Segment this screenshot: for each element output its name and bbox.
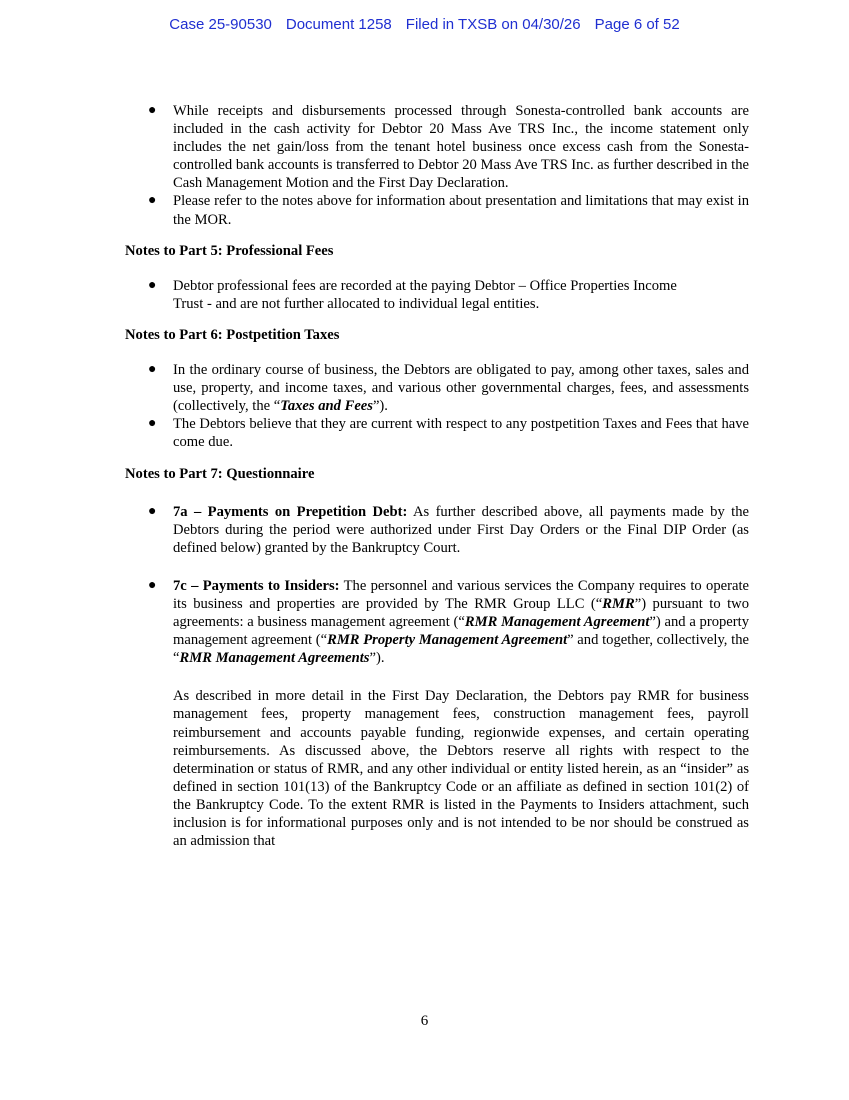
- defined-term: RMR: [602, 595, 635, 612]
- bullet-icon: ●: [148, 577, 157, 593]
- part6-bullet-list: [125, 361, 749, 451]
- text-run: The personnel and various services the Company requires to operate its business and properties are provided by The RMR Group LLC (“: [173, 577, 749, 612]
- item-label: 7a – Payments on Prepetition Debt:: [173, 503, 408, 520]
- body-paragraph: As described in more detail in the First Day Declaration, the Debtors pay RMR for business management fees, property management fees, construction management fees, payroll reimbursement and accounts payable funding, regionwide expenses, and certain operating reimbursements. As discussed above, the Debtors reserve all rights with respect to the determination or status of RMR, and any other individual or entity listed herein, as an “insider” as defined in section 101(13) of the Bankruptcy Code or an affiliate as defined in section 101(2) of the Bankruptcy Code. To the extent RMR is listed in the Payments to Insiders attachment, such inclusion is for informational purposes only and is not intended to be nor should be construed as an admission that: [173, 688, 749, 850]
- defined-term: Taxes and Fees: [280, 398, 373, 415]
- section-heading-part7: Notes to Part 7: Questionnaire: [125, 465, 315, 482]
- defined-term: RMR Management Agreements: [179, 650, 370, 667]
- list-item: [125, 503, 749, 557]
- filing-info: Filed in TXSB on 04/30/26: [405, 16, 581, 33]
- list-item-text: The Debtors believe that they are current with respect to any postpetition Taxes and Fees that have come due.: [173, 416, 749, 451]
- list-item-text: Debtor professional fees are recorded at the paying Debtor – Office Properties Income Trust - and are not further allocated to individual legal entities.: [173, 277, 677, 312]
- part7c-bullet-list: [125, 577, 749, 667]
- text-run: ”).: [372, 398, 388, 415]
- page-number: 6: [420, 1013, 429, 1029]
- item-label: 7c – Payments to Insiders:: [173, 577, 340, 594]
- text-run: ”) pursuant to two agreements: a business management agreement (“: [173, 595, 749, 631]
- bullet-icon: ●: [148, 193, 157, 209]
- defined-term: RMR Management Agreement: [464, 614, 650, 631]
- list-item: [125, 102, 749, 192]
- intro-bullet-list: [125, 102, 749, 229]
- text-run: In the ordinary course of business, the Debtors are obligated to pay, among other taxes, sales and use, property, and income taxes, and various other governmental charges, fees, and assessments (collectively, the “: [173, 362, 749, 415]
- list-item-text: [173, 362, 749, 414]
- bullet-icon: ●: [148, 503, 157, 519]
- part5-bullet-list: [125, 277, 749, 313]
- bullet-icon: ●: [148, 416, 157, 432]
- text-run: ”) and a property management agreement (“: [173, 614, 749, 649]
- document-number: Document 1258: [285, 16, 392, 33]
- section-heading-part6: Notes to Part 6: Postpetition Taxes: [125, 326, 340, 343]
- part7-bullet-list: [125, 503, 749, 557]
- text-run: As further described above, all payments made by the Debtors during the period were authorized under First Day Orders or the Final DIP Order (as defined below) granted by the Bankruptcy Court.: [173, 503, 749, 556]
- list-item: [125, 361, 749, 415]
- list-item-text: [173, 504, 749, 556]
- bullet-icon: ●: [148, 277, 157, 293]
- list-item: [125, 577, 749, 667]
- text-run: ” and together, collectively, the “: [173, 632, 749, 667]
- court-filing-header: [0, 15, 849, 35]
- page-indicator: Page 6 of 52: [594, 16, 680, 33]
- section-heading-part5: Notes to Part 5: Professional Fees: [125, 242, 334, 259]
- list-item: [125, 192, 749, 228]
- bullet-icon: ●: [148, 362, 157, 378]
- list-item-text: While receipts and disbursements processed through Sonesta-controlled bank accounts are included in the cash activity for Debtor 20 Mass Ave TRS Inc., the income statement only includes the net gain/loss from the tenant hotel business once excess cash from the Sonesta-controlled bank accounts is transferred to Debtor 20 Mass Ave TRS Inc. as further described in the Cash Management Motion and the First Day Declaration.: [173, 103, 749, 192]
- list-item: [125, 415, 749, 451]
- list-item: [125, 277, 749, 313]
- defined-term: RMR Property Management Agreement: [327, 632, 568, 649]
- bullet-icon: ●: [148, 103, 157, 118]
- list-item-text: [173, 578, 749, 666]
- list-item-text: Please refer to the notes above for information about presentation and limitations that may exist in the MOR.: [173, 193, 749, 228]
- case-number: Case 25-90530: [169, 16, 272, 33]
- text-run: ”).: [369, 650, 385, 667]
- page-body: [125, 102, 749, 850]
